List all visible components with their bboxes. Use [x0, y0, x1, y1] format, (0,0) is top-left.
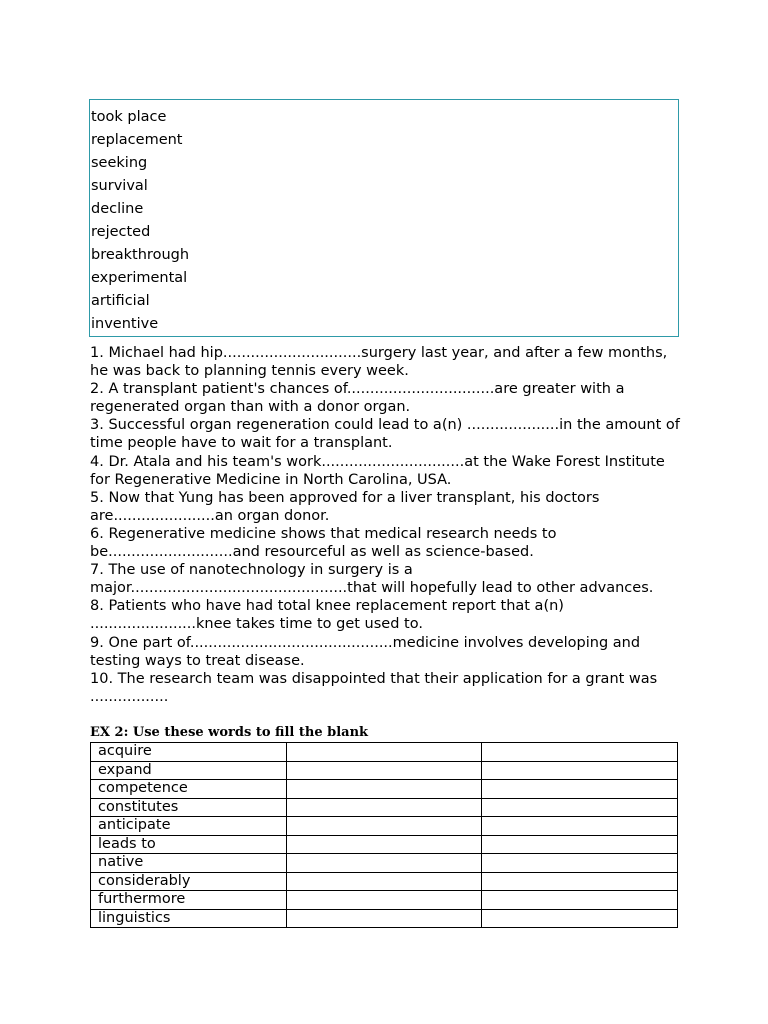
table-row [91, 761, 678, 780]
blank-cell[interactable] [482, 835, 678, 854]
word-cell: anticipate [91, 817, 287, 836]
word-box-item: breakthrough [91, 247, 190, 263]
word-box [89, 99, 679, 337]
blank-cell[interactable] [286, 872, 482, 891]
table-row [91, 817, 678, 836]
word-cell: expand [91, 761, 287, 780]
word-cell: considerably [91, 872, 287, 891]
table-row [91, 909, 678, 928]
question-list [90, 344, 680, 706]
word-cell: leads to [91, 835, 287, 854]
table-row [91, 854, 678, 873]
blank-cell[interactable] [286, 761, 482, 780]
word-cell: native [91, 854, 287, 873]
blank-cell[interactable] [482, 780, 678, 799]
word-box-item: took place [91, 109, 167, 125]
exercise-2-table [90, 742, 678, 928]
blank-cell[interactable] [482, 817, 678, 836]
word-box-item: seeking [91, 155, 148, 171]
blank-cell[interactable] [286, 817, 482, 836]
word-cell: furthermore [91, 891, 287, 910]
blank-cell[interactable] [286, 909, 482, 928]
word-box-item: replacement [91, 132, 183, 148]
question-item: 8. Patients who have had total knee replacement report that a(n) .......................knee takes time to get used to. [90, 598, 564, 633]
question-item: 6. Regenerative medicine shows that medical research needs to be...........................and resourceful as well as science-based. [90, 525, 557, 561]
blank-cell[interactable] [286, 835, 482, 854]
table-row [91, 780, 678, 799]
blank-cell[interactable] [286, 798, 482, 817]
table-row [91, 798, 678, 817]
word-box-item: experimental [91, 270, 188, 286]
question-item: 9. One part of............................................medicine involves developing and testing ways to treat disease. [90, 634, 641, 669]
blank-cell[interactable] [482, 743, 678, 762]
word-box-item: decline [91, 201, 144, 217]
table-row [91, 835, 678, 854]
blank-cell[interactable] [286, 854, 482, 873]
blank-cell[interactable] [482, 909, 678, 928]
word-cell: acquire [91, 743, 287, 762]
blank-cell[interactable] [482, 761, 678, 780]
table-row [91, 872, 678, 891]
word-box-item: inventive [91, 316, 159, 332]
blank-cell[interactable] [482, 854, 678, 873]
table-row [91, 743, 678, 762]
blank-cell[interactable] [286, 743, 482, 762]
question-item: 2. A transplant patient's chances of................................are greater with a regenerated organ than with a donor organ. [90, 381, 625, 416]
question-item: 10. The research team was disappointed that their application for a grant was ................. [90, 670, 658, 705]
question-item: 3. Successful organ regeneration could lead to a(n) ....................in the amount of time people have to wait for a transplant. [90, 417, 680, 452]
exercise-2-heading: EX 2: Use these words to fill the blank [90, 725, 369, 740]
word-box-item: rejected [91, 224, 151, 240]
blank-cell[interactable] [482, 872, 678, 891]
word-box-item: survival [91, 178, 148, 194]
table-row [91, 891, 678, 910]
blank-cell[interactable] [286, 780, 482, 799]
word-box-item: artificial [91, 293, 150, 309]
word-cell: linguistics [91, 909, 287, 928]
blank-cell[interactable] [482, 798, 678, 817]
question-item: 4. Dr. Atala and his team's work...............................at the Wake Forest Institute for Regenerative Medicine in North Carolina, USA. [90, 453, 665, 488]
question-item: 1. Michael had hip..............................surgery last year, and after a few months, he was back to planning tennis every week. [90, 345, 668, 380]
question-item: 5. Now that Yung has been approved for a liver transplant, his doctors are......................an organ donor. [90, 489, 600, 524]
word-cell: constitutes [91, 798, 287, 817]
question-item: 7. The use of nanotechnology in surgery is a major...............................................that will hopefully lead to other advances. [90, 562, 654, 597]
blank-cell[interactable] [482, 891, 678, 910]
blank-cell[interactable] [286, 891, 482, 910]
word-cell: competence [91, 780, 287, 799]
